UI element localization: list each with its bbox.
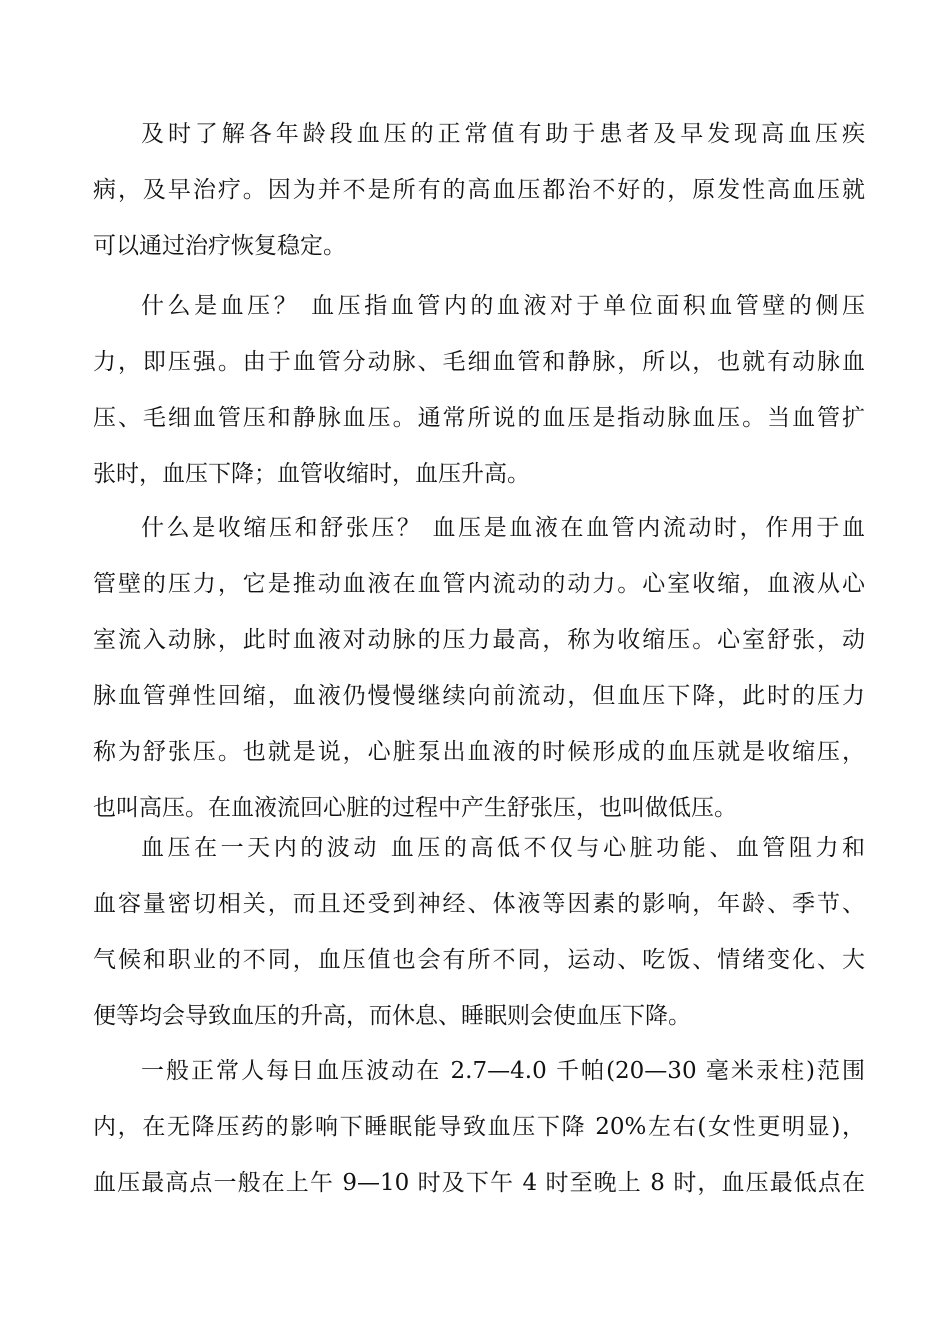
paragraph-line: 便等均会导致血压的升高，而休息、睡眠则会使血压下降。 bbox=[93, 1003, 691, 1029]
paragraph-what-is-blood-pressure bbox=[93, 278, 865, 502]
paragraph-line: 什么是血压？ 血压指血管内的血液对于单位面积血管壁的侧压 bbox=[141, 293, 865, 319]
paragraph-line: 力，即压强。由于血管分动脉、毛细血管和静脉，所以，也就有动脉血 bbox=[93, 349, 865, 375]
paragraph-line: 脉血管弹性回缩，血液仍慢慢继续向前流动，但血压下降，此时的压力 bbox=[93, 683, 865, 709]
paragraph-line: 室流入动脉，此时血液对动脉的压力最高，称为收缩压。心室舒张，动 bbox=[93, 627, 865, 653]
paragraph-line: 及时了解各年龄段血压的正常值有助于患者及早发现高血压疾 bbox=[141, 121, 865, 147]
paragraph-line: 血容量密切相关，而且还受到神经、体液等因素的影响，年龄、季节、 bbox=[93, 891, 865, 917]
paragraph-line: 张时，血压下降；血管收缩时，血压升高。 bbox=[93, 461, 530, 487]
paragraph-daily-fluctuation bbox=[93, 820, 865, 1044]
paragraph-line: 血压最高点一般在上午 9—10 时及下午 4 时至晚上 8 时，血压最低点在 bbox=[93, 1170, 865, 1196]
paragraph-line: 一般正常人每日血压波动在 2.7—4.0 千帕(20—30 毫米汞柱)范围 bbox=[141, 1058, 865, 1084]
paragraph-normal-daily-range bbox=[93, 1043, 865, 1211]
paragraph-systolic-diastolic bbox=[93, 500, 865, 836]
paragraph-line: 气候和职业的不同，血压值也会有所不同，运动、吃饭、情绪变化、大 bbox=[93, 947, 865, 973]
paragraph-normal-values bbox=[93, 106, 865, 274]
paragraph-line: 血压在一天内的波动 血压的高低不仅与心脏功能、血管阻力和 bbox=[141, 835, 865, 861]
paragraph-line: 称为舒张压。也就是说，心脏泵出血液的时候形成的血压就是收缩压， bbox=[93, 739, 865, 765]
paragraph-line: 内，在无降压药的影响下睡眠能导致血压下降 20%左右(女性更明显)， bbox=[93, 1114, 865, 1140]
paragraph-line: 压、毛细血管压和静脉血压。通常所说的血压是指动脉血压。当血管扩 bbox=[93, 405, 865, 431]
paragraph-line: 也叫高压。在血液流回心脏的过程中产生舒张压，也叫做低压。 bbox=[93, 795, 737, 821]
paragraph-line: 什么是收缩压和舒张压？ 血压是血液在血管内流动时，作用于血 bbox=[141, 515, 865, 541]
paragraph-line: 可以通过治疗恢复稳定。 bbox=[93, 233, 346, 259]
paragraph-line: 管壁的压力，它是推动血液在血管内流动的动力。心室收缩，血液从心 bbox=[93, 571, 865, 597]
paragraph-line: 病，及早治疗。因为并不是所有的高血压都治不好的，原发性高血压就 bbox=[93, 177, 865, 203]
